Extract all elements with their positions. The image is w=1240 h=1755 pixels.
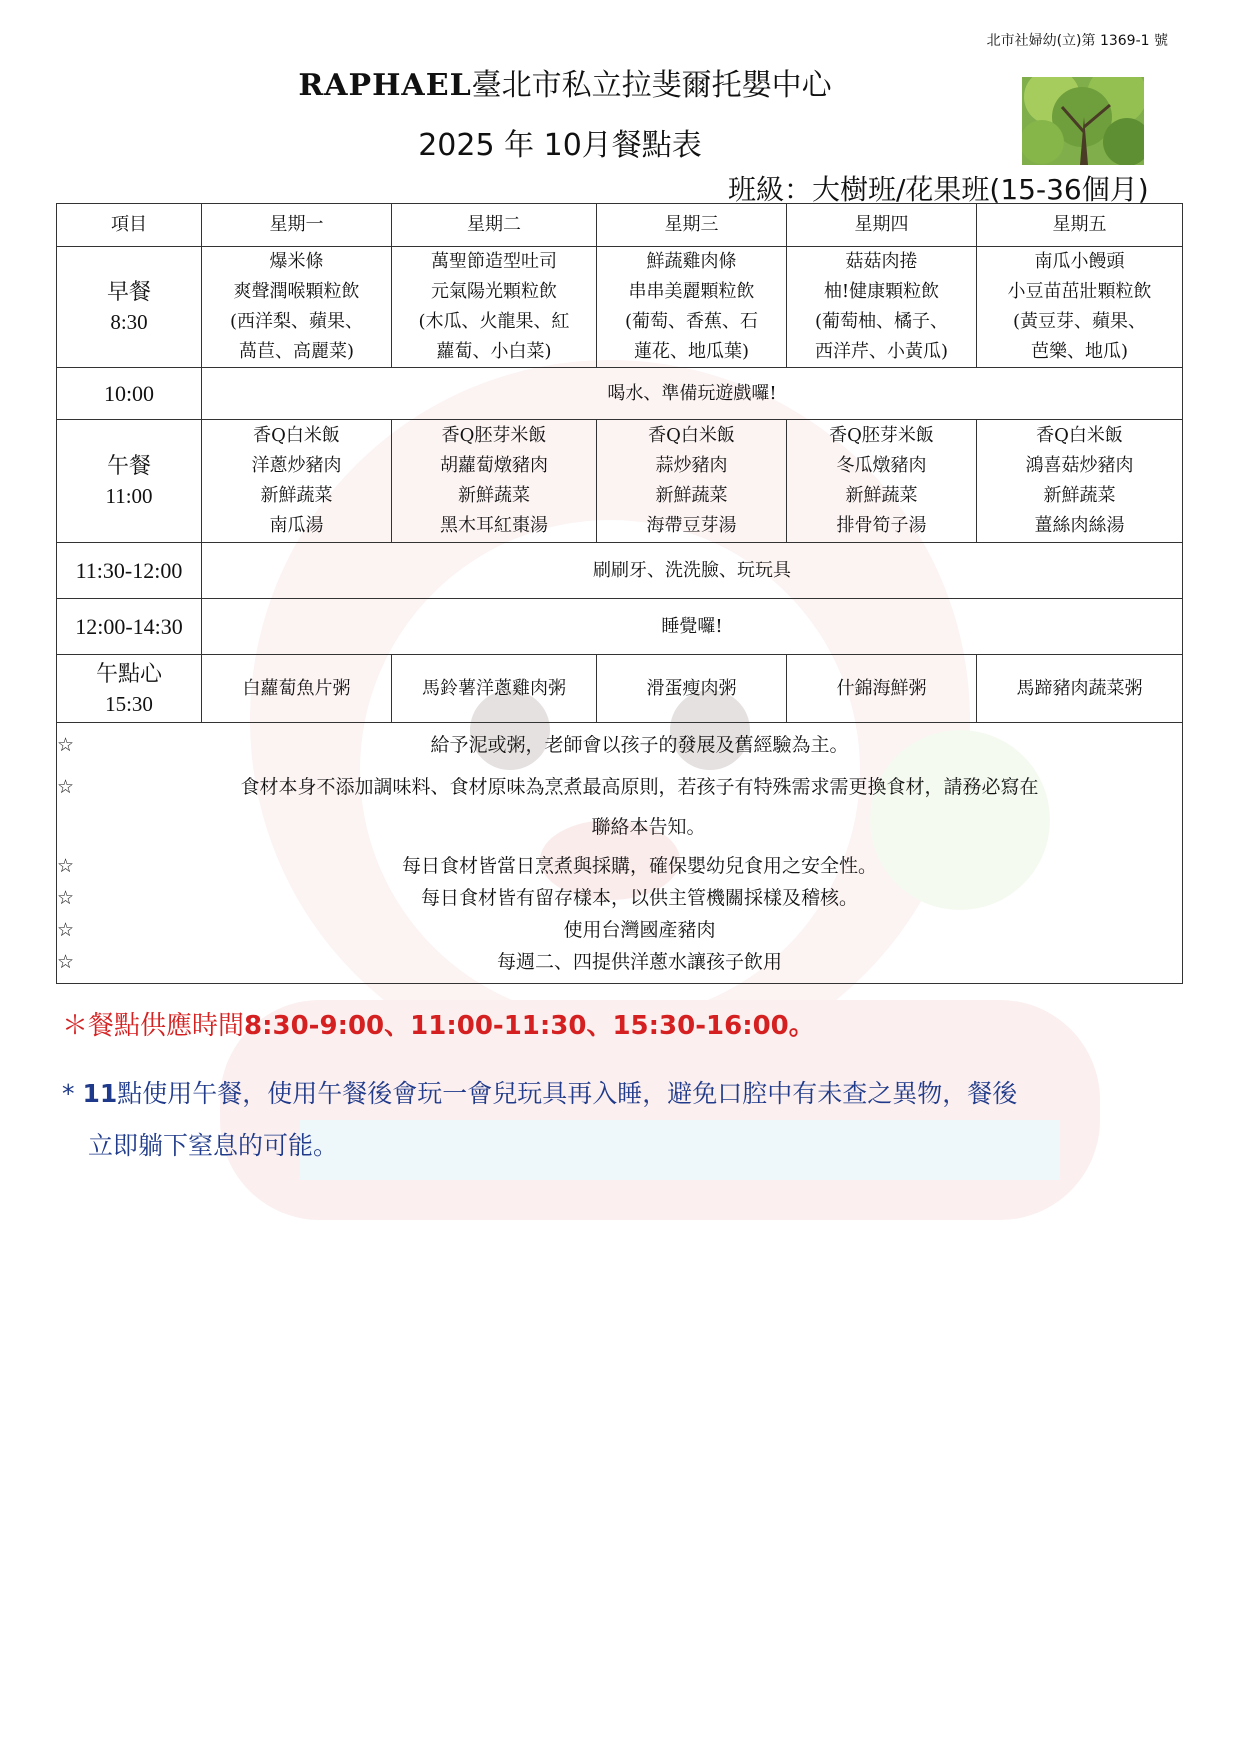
snack-label: 午點心 — [95, 660, 162, 686]
menu-line: 新鮮蔬菜 — [458, 485, 530, 506]
menu-line: 菇菇肉捲 — [845, 251, 918, 272]
header-monday: 星期一 — [202, 204, 392, 247]
lunch-safety-line1: 點使用午餐，使用午餐後會玩一會兒玩具再入睡，避免口腔中有未查之異物，餐後 — [117, 1079, 1018, 1108]
header-thursday: 星期四 — [787, 204, 977, 247]
snack-monday: 白蘿蔔魚片粥 — [202, 655, 392, 723]
menu-line: 香Q白米飯 — [253, 425, 340, 446]
note-item — [57, 850, 1182, 882]
breakfast-row — [57, 247, 1183, 368]
lunch-safety-note — [62, 1068, 1172, 1172]
serving-times-lead: ＊餐點供應時間 — [62, 1011, 245, 1041]
breakfast-time: 8:30 — [110, 310, 148, 334]
menu-line: 南瓜湯 — [269, 515, 324, 536]
menu-line: 新鮮蔬菜 — [845, 485, 918, 506]
breakfast-label: 早餐 — [106, 279, 151, 304]
menu-line: 黑木耳紅棗湯 — [440, 515, 548, 536]
menu-line: 蘿蔔、小白菜) — [436, 341, 552, 362]
menu-line: 鮮蔬雞肉條 — [646, 251, 737, 272]
note-text: 食材本身不添加調味料、食材原味為烹煮最高原則，若孩子有特殊需求需更換食材，請務必寫在 — [240, 776, 1039, 798]
snack-label-cell — [57, 655, 202, 723]
star-icon: ☆ — [57, 951, 75, 973]
menu-line: 薑絲肉絲湯 — [1034, 515, 1125, 536]
lunch-safety-line2: 立即躺下窒息的可能。 — [88, 1131, 339, 1160]
lunch-label-cell — [57, 420, 202, 543]
menu-line: (葡萄柚、橘子、 — [814, 311, 949, 332]
toothbrush-time: 11:30-12:00 — [57, 543, 202, 599]
breakfast-friday — [977, 247, 1183, 368]
notes-row — [57, 723, 1183, 984]
menu-line: 爆米條 — [269, 251, 324, 272]
lunch-friday — [977, 420, 1183, 543]
snack-tuesday: 馬鈴薯洋蔥雞肉粥 — [392, 655, 597, 723]
note-text: 使用台灣國產豬肉 — [563, 919, 716, 941]
menu-line: 萬聖節造型吐司 — [431, 251, 557, 272]
lunch-thursday — [787, 420, 977, 543]
menu-line: 柚!健康顆粒飲 — [823, 281, 940, 302]
snack-friday: 馬蹄豬肉蔬菜粥 — [977, 655, 1183, 723]
ten-oclock-row — [57, 368, 1183, 420]
menu-line: 排骨筍子湯 — [836, 515, 927, 536]
note-text: 給予泥或粥，老師會以孩子的發展及舊經驗為主。 — [430, 734, 849, 756]
snack-thursday: 什錦海鮮粥 — [787, 655, 977, 723]
menu-subtitle: 2025 年 10月餐點表 — [418, 128, 702, 163]
toothbrush-row — [57, 543, 1183, 599]
asterisk: * — [62, 1079, 83, 1108]
menu-line: 芭樂、地瓜) — [1030, 341, 1129, 362]
ten-time: 10:00 — [57, 368, 202, 420]
note-item — [57, 946, 1182, 978]
menu-line: 爽聲潤喉顆粒飲 — [233, 281, 360, 302]
menu-line: 香Q白米飯 — [1036, 425, 1123, 446]
lunch-time: 11:00 — [105, 484, 153, 508]
header-wednesday: 星期三 — [597, 204, 787, 247]
breakfast-label-cell — [57, 247, 202, 368]
snack-row — [57, 655, 1183, 723]
serving-times: 8:30-9:00、11:00-11:30、15:30-16:00。 — [244, 1011, 815, 1041]
header-item: 項目 — [57, 204, 202, 247]
menu-line: 洋蔥炒豬肉 — [251, 455, 342, 476]
menu-line: 蒜炒豬肉 — [655, 455, 728, 476]
menu-line: 香Q胚芽米飯 — [441, 425, 547, 446]
lunch-row — [57, 420, 1183, 543]
serving-times-note — [62, 1005, 815, 1042]
menu-line: 新鮮蔬菜 — [1043, 485, 1116, 506]
breakfast-tuesday — [392, 247, 597, 368]
note-item-continued: 聯絡本告知。 — [591, 816, 706, 838]
page-title — [0, 60, 1130, 104]
menu-line: 元氣陽光顆粒飲 — [431, 281, 557, 302]
nap-activity: 睡覺囉! — [202, 599, 1183, 655]
menu-line: (黃豆芽、蘋果、 — [1012, 311, 1147, 332]
star-icon: ☆ — [57, 919, 75, 941]
menu-line: 新鮮蔬菜 — [655, 485, 728, 506]
menu-line: 串串美麗顆粒飲 — [628, 281, 755, 302]
menu-line: 新鮮蔬菜 — [260, 485, 333, 506]
menu-line: 萵苣、高麗菜) — [238, 341, 355, 362]
note-item — [57, 728, 1182, 762]
menu-line: 西洋芹、小黃瓜) — [814, 341, 949, 362]
class-label: 班級：大樹班/花果班(15-36個月) — [728, 173, 1149, 206]
lunch-label: 午餐 — [106, 453, 151, 478]
lunch-hour: 11 — [82, 1079, 118, 1108]
lunch-wednesday — [597, 420, 787, 543]
menu-line: 蓮花、地瓜葉) — [633, 341, 750, 362]
star-icon: ☆ — [57, 776, 75, 798]
menu-line: 南瓜小饅頭 — [1034, 251, 1125, 272]
note-item — [57, 882, 1182, 914]
note-text: 每日食材皆有留存樣本，以供主管機關採樣及稽核。 — [420, 887, 858, 909]
breakfast-wednesday — [597, 247, 787, 368]
menu-line: (葡萄、香蕉、石 — [624, 311, 759, 332]
lunch-tuesday — [392, 420, 597, 543]
menu-line: (木瓜、火龍果、紅 — [418, 311, 570, 332]
note-text: 每日食材皆當日烹煮與採購，確保嬰幼兒食用之安全性。 — [401, 855, 877, 877]
note-text: 每週二、四提供洋蔥水讓孩子飲用 — [496, 951, 782, 973]
menu-line: (西洋梨、蘋果、 — [229, 311, 364, 332]
breakfast-thursday — [787, 247, 977, 368]
header-tuesday: 星期二 — [392, 204, 597, 247]
note-item — [57, 770, 1182, 804]
menu-line: 冬瓜燉豬肉 — [836, 455, 927, 476]
snack-wednesday: 滑蛋瘦肉粥 — [597, 655, 787, 723]
toothbrush-activity: 刷刷牙、洗洗臉、玩玩具 — [202, 543, 1183, 599]
nap-time: 12:00-14:30 — [57, 599, 202, 655]
star-icon: ☆ — [57, 855, 75, 877]
menu-line: 鴻喜菇炒豬肉 — [1025, 455, 1134, 476]
ten-activity: 喝水、準備玩遊戲囉! — [202, 368, 1183, 420]
menu-line: 胡蘿蔔燉豬肉 — [440, 455, 548, 476]
menu-line: 海帶豆芽湯 — [646, 515, 737, 536]
menu-line: 小豆苗茁壯顆粒飲 — [1007, 281, 1152, 302]
note-item — [57, 914, 1182, 946]
star-icon: ☆ — [57, 887, 75, 909]
tree-photo — [1022, 77, 1144, 165]
center-name: 臺北市私立拉斐爾托嬰中心 — [471, 68, 832, 103]
nap-row — [57, 599, 1183, 655]
registration-number: 北市社婦幼(立)第 1369-1 號 — [986, 33, 1168, 49]
lunch-monday — [202, 420, 392, 543]
brand-name: RAPHAEL — [298, 68, 472, 103]
snack-time: 15:30 — [105, 691, 153, 716]
header-row — [57, 204, 1183, 247]
notes-cell — [57, 723, 1183, 984]
breakfast-monday — [202, 247, 392, 368]
star-icon: ☆ — [57, 734, 75, 756]
menu-line: 香Q白米飯 — [648, 425, 735, 446]
header-friday: 星期五 — [977, 204, 1183, 247]
menu-line: 香Q胚芽米飯 — [829, 425, 934, 446]
menu-table — [56, 203, 1183, 984]
